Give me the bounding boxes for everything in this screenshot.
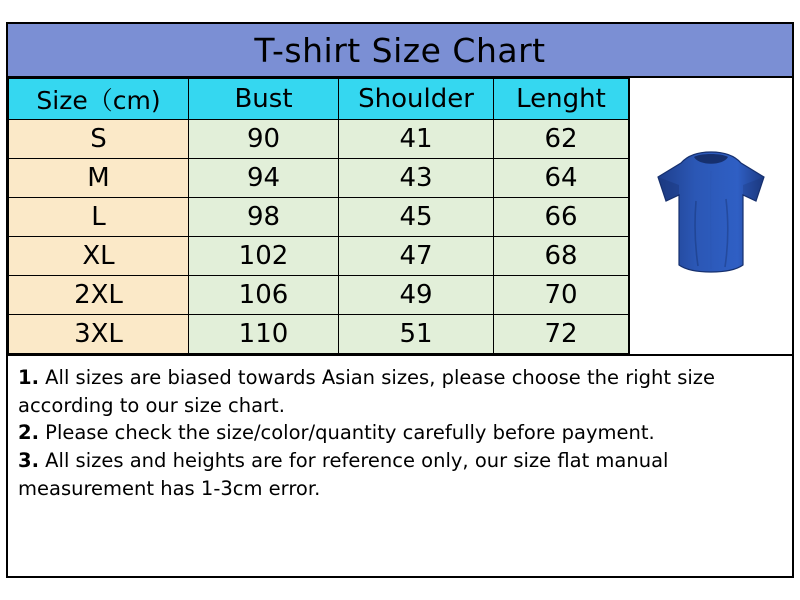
cell-bust: 94 xyxy=(189,159,339,198)
cell-length: 68 xyxy=(494,237,629,276)
note-number: 1. xyxy=(18,366,39,389)
cell-bust: 110 xyxy=(189,315,339,354)
chart-frame xyxy=(6,22,794,578)
tshirt-image xyxy=(636,141,786,291)
cell-length: 66 xyxy=(494,198,629,237)
title-bar xyxy=(8,24,792,78)
product-image-cell xyxy=(629,78,792,354)
cell-size: L xyxy=(9,198,189,237)
note-text: All sizes are biased towards Asian sizes, please choose the right size according to our size chart. xyxy=(18,366,716,417)
cell-shoulder: 47 xyxy=(339,237,494,276)
note-item xyxy=(18,447,782,502)
table-row xyxy=(9,198,629,237)
column-header-shoulder: Shoulder xyxy=(339,79,494,120)
cell-shoulder: 43 xyxy=(339,159,494,198)
table-header-row xyxy=(9,79,629,120)
cell-size: 3XL xyxy=(9,315,189,354)
notes-section xyxy=(8,356,792,576)
column-header-length: Lenght xyxy=(494,79,629,120)
cell-size: M xyxy=(9,159,189,198)
cell-bust: 102 xyxy=(189,237,339,276)
column-header-size: Size（cm) xyxy=(9,79,189,120)
note-item xyxy=(18,419,782,447)
page-title: T-shirt Size Chart xyxy=(254,30,546,70)
note-number: 3. xyxy=(18,449,39,473)
table-row xyxy=(9,120,629,159)
table-row xyxy=(9,237,629,276)
cell-length: 70 xyxy=(494,276,629,315)
cell-length: 62 xyxy=(494,120,629,159)
cell-size: 2XL xyxy=(9,276,189,315)
column-header-bust: Bust xyxy=(189,79,339,120)
note-number: 2. xyxy=(18,421,39,445)
cell-bust: 90 xyxy=(189,120,339,159)
note-item xyxy=(18,364,782,419)
cell-size: XL xyxy=(9,237,189,276)
table-row xyxy=(9,276,629,315)
cell-shoulder: 51 xyxy=(339,315,494,354)
cell-bust: 106 xyxy=(189,276,339,315)
cell-shoulder: 41 xyxy=(339,120,494,159)
cell-shoulder: 45 xyxy=(339,198,494,237)
chart-body xyxy=(8,78,792,576)
cell-size: S xyxy=(9,120,189,159)
cell-shoulder: 49 xyxy=(339,276,494,315)
tshirt-icon xyxy=(636,141,786,291)
note-text: Please check the size/color/quantity carefully before payment. xyxy=(38,421,655,445)
note-text: All sizes and heights are for reference only, our size flat manual measurement has 1-3cm error. xyxy=(18,449,669,500)
table-row xyxy=(9,159,629,198)
size-table xyxy=(8,78,629,354)
cell-bust: 98 xyxy=(189,198,339,237)
table-and-image-row xyxy=(8,78,792,356)
cell-length: 64 xyxy=(494,159,629,198)
table-row xyxy=(9,315,629,354)
cell-length: 72 xyxy=(494,315,629,354)
